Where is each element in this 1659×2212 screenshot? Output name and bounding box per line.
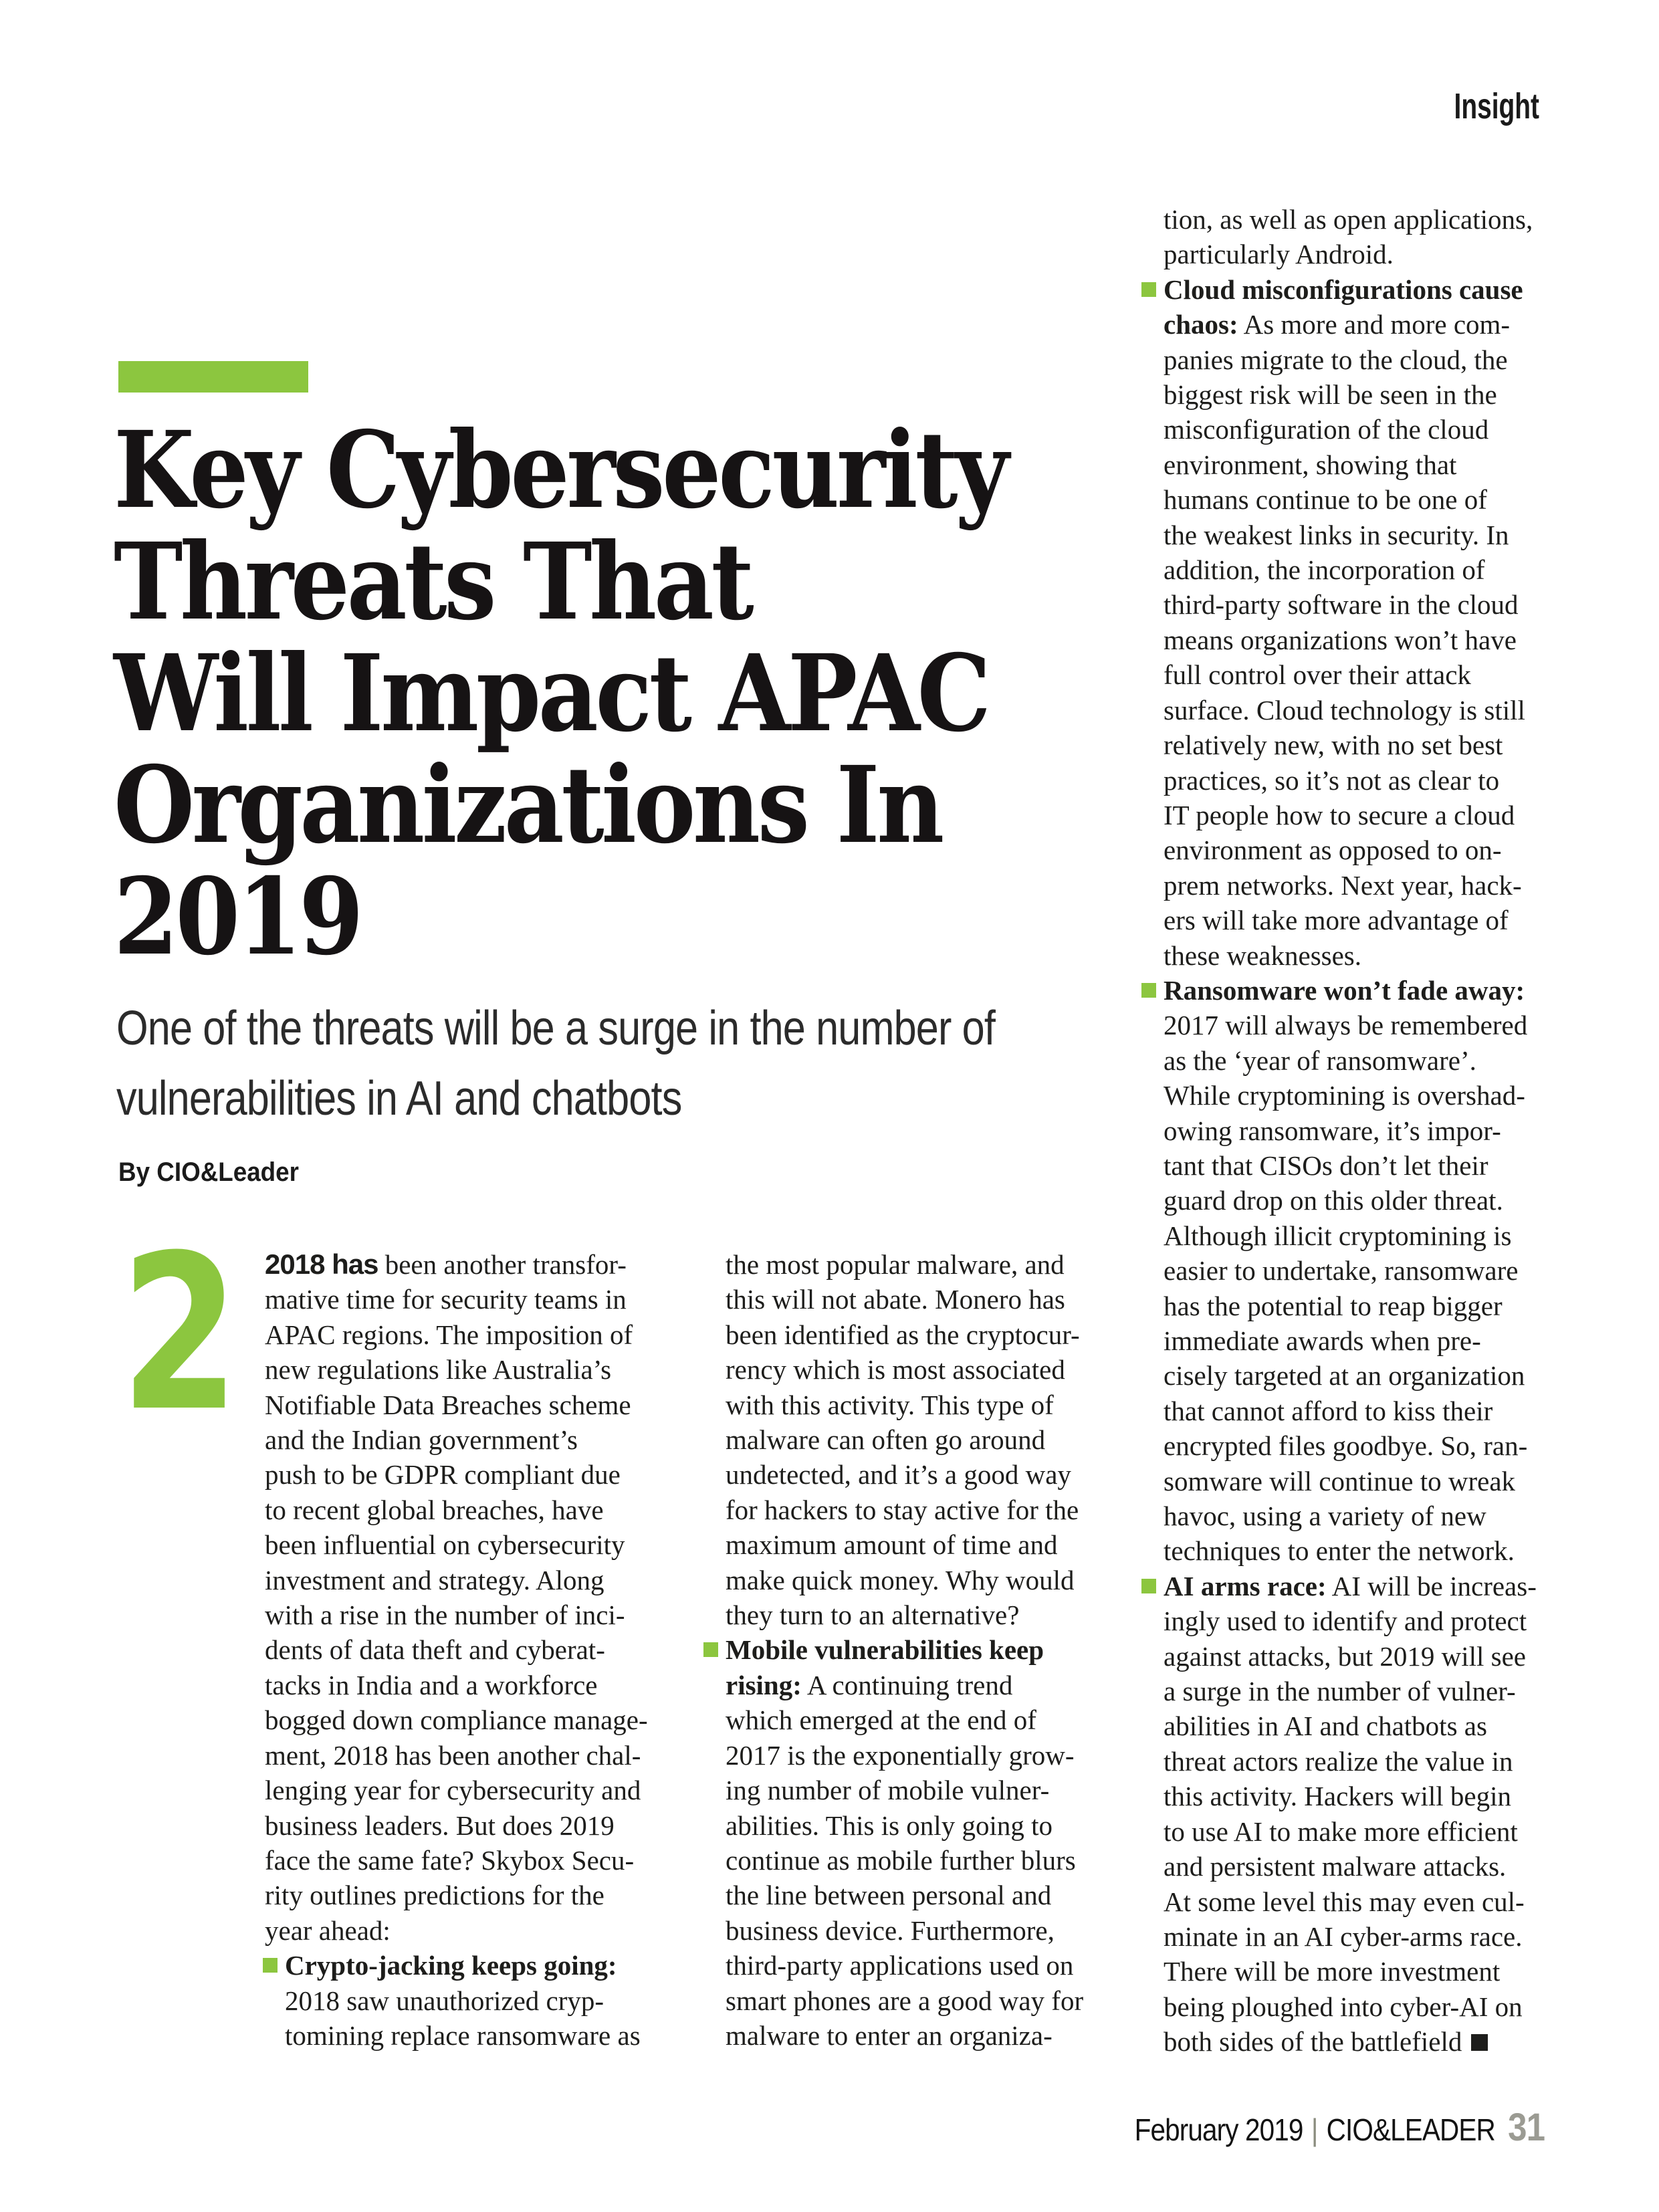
text-line: lenging year for cybersecurity and (265, 1775, 641, 1806)
text-line: 2017 will always be remembered (1164, 1010, 1528, 1041)
text-line: this will not abate. Monero has (726, 1284, 1065, 1315)
page-number: 31 (1507, 2106, 1545, 2149)
text-line: rency which is most associated (726, 1354, 1065, 1386)
text-line: humans continue to be one of (1164, 484, 1487, 516)
text-line: ing number of mobile vulner- (726, 1775, 1050, 1806)
text-line: a surge in the number of vulner- (1164, 1676, 1516, 1707)
body-column-2 (726, 1247, 1117, 2053)
text-line: mative time for security teams in (265, 1284, 627, 1315)
body-column-1 (265, 1247, 656, 2053)
text-line: At some level this may even cul- (1164, 1886, 1525, 1917)
text-line: that cannot afford to kiss their (1164, 1395, 1493, 1426)
bold-run-in-heading: Crypto-jacking keeps going: (285, 1950, 617, 1981)
text-line: and persistent malware attacks. (1164, 1851, 1507, 1882)
text-line: and the Indian government’s (265, 1424, 578, 1456)
bullet-line (1164, 272, 1555, 307)
text-line: cisely targeted at an organization (1164, 1360, 1525, 1392)
text-line: as the ‘year of ransomware’. (1164, 1044, 1476, 1076)
page-footer (1134, 2105, 1545, 2150)
bullet-line (285, 1948, 656, 1983)
text-line: One of the threats will be a surge in the number of (116, 1002, 996, 1055)
text-line: guard drop on this older threat. (1164, 1185, 1503, 1216)
text-line: face the same fate? Skybox Secu- (265, 1844, 635, 1876)
bullet-square-icon (1141, 1579, 1156, 1593)
title-accent-bar (118, 361, 308, 393)
drop-cap: 2 (120, 1210, 240, 1458)
text-line: 2019 (114, 855, 361, 979)
text-line: practices, so it’s not as clear to (1164, 764, 1500, 796)
text-line: addition, the incorporation of (1164, 554, 1485, 586)
footer-issue-date: February 2019 (1134, 2112, 1303, 2147)
text-line: the weakest links in security. In (1164, 519, 1509, 550)
text-line: malware can often go around (726, 1424, 1046, 1456)
text-line: particularly Android. (1164, 239, 1394, 270)
text-line: been identified as the cryptocur- (726, 1319, 1080, 1350)
text-line: surface. Cloud technology is still (1164, 694, 1525, 726)
text-line: immediate awards when pre- (1164, 1325, 1481, 1356)
text-line: has the potential to reap bigger (1164, 1290, 1503, 1321)
text-line: abilities in AI and chatbots as (1164, 1710, 1487, 1742)
text-line: business device. Furthermore, (726, 1914, 1055, 1946)
text-line: these weaknesses. (1164, 939, 1362, 971)
text-line: misconfiguration of the cloud (1164, 414, 1489, 445)
text-line: havoc, using a variety of new (1164, 1501, 1486, 1532)
text-line: 2017 is the exponentially grow- (726, 1739, 1075, 1771)
text-line: techniques to enter the network. (1164, 1535, 1515, 1567)
bullet-line (1164, 973, 1555, 1008)
text-line: vulnerabilities in AI and chatbots (116, 1072, 682, 1125)
text-line: Will Impact APAC (114, 632, 988, 756)
text-line: Notifiable Data Breaches scheme (265, 1389, 631, 1420)
text-line: dents of data theft and cyberat- (265, 1634, 605, 1666)
body-column-3 (1164, 202, 1555, 2060)
bullet-square-icon (1141, 282, 1156, 297)
text-line: malware to enter an organiza- (726, 2019, 1053, 2051)
text-line: with this activity. This type of (726, 1389, 1054, 1420)
text-line: tacks in India and a workforce (265, 1669, 598, 1700)
byline: By CIO&Leader (118, 1157, 299, 1187)
text-line: year ahead: (265, 1914, 391, 1946)
text-line: the most popular malware, and (726, 1249, 1065, 1280)
text-line: means organizations won’t have (1164, 624, 1517, 655)
text-line: somware will continue to wreak (1164, 1465, 1516, 1497)
text-line: full control over their attack (1164, 659, 1471, 691)
bold-run-in-heading: Cloud misconfigurations cause (1164, 273, 1523, 305)
text-line: Organizations In (114, 744, 942, 867)
text-line: undetected, and it’s a good way (726, 1459, 1071, 1490)
section-label: Insight (1454, 86, 1539, 126)
text-line: minate in an AI cyber-arms race. (1164, 1920, 1523, 1952)
text-line: with a rise in the number of inci- (265, 1599, 625, 1631)
bullet-square-icon (1141, 983, 1156, 998)
bullet-line (726, 1632, 1117, 1667)
text-line: chaos: As more and more com- (1164, 309, 1511, 340)
footer-brand: CIO&LEADER (1326, 2112, 1495, 2147)
bold-run-in-heading: AI arms race: (1164, 1570, 1327, 1601)
text-line: to use AI to make more efficient (1164, 1815, 1518, 1847)
text-line: biggest risk will be seen in the (1164, 379, 1497, 411)
text-line: business leaders. But does 2019 (265, 1809, 615, 1841)
bold-run-in-heading: Mobile vulnerabilities keep (726, 1634, 1044, 1666)
bold-run-in-heading: Ransomware won’t fade away: (1164, 974, 1525, 1006)
text-line: Key Cybersecurity (114, 409, 1006, 532)
text-line: 2018 saw unauthorized cryp- (285, 1985, 604, 2016)
bold-run-in-heading: rising: (726, 1669, 802, 1700)
text-line: easier to undertake, ransomware (1164, 1255, 1519, 1287)
bullet-square-icon (703, 1642, 718, 1657)
text-line: tion, as well as open applications, (1164, 204, 1533, 235)
text-line: smart phones are a good way for (726, 1985, 1084, 2016)
text-line: for hackers to stay active for the (726, 1494, 1079, 1525)
text-line: rising: A continuing trend (726, 1669, 1013, 1700)
text-line: to recent global breaches, have (265, 1494, 604, 1525)
footer-separator: | (1311, 2112, 1319, 2147)
text-line: While cryptomining is overshad- (1164, 1080, 1525, 1111)
text-line: which emerged at the end of (726, 1704, 1036, 1736)
text-line: against attacks, but 2019 will see (1164, 1640, 1526, 1672)
text-line: tant that CISOs don’t let their (1164, 1149, 1488, 1181)
text-line: IT people how to secure a cloud (1164, 799, 1515, 831)
bold-run-in-heading: chaos: (1164, 309, 1238, 340)
text-line: tomining replace ransomware as (285, 2019, 641, 2051)
article-subtitle (116, 994, 995, 1134)
article-title (114, 409, 1006, 979)
text-line: they turn to an alternative? (726, 1599, 1020, 1631)
text-line: Although illicit cryptomining is (1164, 1220, 1512, 1251)
bullet-line: AI arms race: AI will be increas- (1164, 1569, 1555, 1603)
text-line: investment and strategy. Along (265, 1564, 604, 1595)
bullet-square-icon (263, 1958, 278, 1973)
text-line: Threats That (114, 520, 752, 644)
text-line: environment, showing that (1164, 449, 1457, 480)
text-line: rity outlines predictions for the (265, 1880, 604, 1911)
text-line: encrypted files goodbye. So, ran- (1164, 1430, 1528, 1462)
text-line: this activity. Hackers will begin (1164, 1781, 1511, 1812)
text-line: prem networks. Next year, hack- (1164, 869, 1522, 901)
text-line: third-party software in the cloud (1164, 589, 1519, 621)
text-line: push to be GDPR compliant due (265, 1459, 621, 1490)
article-end-mark (1471, 2034, 1488, 2051)
text-line: 2018 has been another transfor- (265, 1248, 627, 1280)
text-line: third-party applications used on (726, 1950, 1074, 1981)
text-line: panies migrate to the cloud, the (1164, 344, 1508, 375)
text-line: make quick money. Why would (726, 1564, 1075, 1595)
text-line: new regulations like Australia’s (265, 1354, 612, 1386)
text-line: the line between personal and (726, 1880, 1052, 1911)
text-line: been influential on cybersecurity (265, 1529, 625, 1561)
text-line: relatively new, with no set best (1164, 730, 1503, 761)
text-line: ment, 2018 has been another chal- (265, 1739, 641, 1771)
text-line: continue as mobile further blurs (726, 1844, 1076, 1876)
text-line: bogged down compliance manage- (265, 1704, 648, 1736)
text-line: ingly used to identify and protect (1164, 1606, 1527, 1637)
text-line: ers will take more advantage of (1164, 905, 1509, 936)
paragraph-lead-in: 2018 has (265, 1248, 378, 1280)
text-line: owing ransomware, it’s impor- (1164, 1115, 1501, 1146)
text-line: There will be more investment (1164, 1956, 1501, 1987)
text-line: APAC regions. The imposition of (265, 1319, 633, 1350)
text-line: maximum amount of time and (726, 1529, 1058, 1561)
text-line: environment as opposed to on- (1164, 835, 1502, 866)
text-line: both sides of the battlefield (1164, 2024, 1555, 2059)
text-line: threat actors realize the value in (1164, 1745, 1513, 1777)
text-line: abilities. This is only going to (726, 1809, 1053, 1841)
text-line: being ploughed into cyber-AI on (1164, 1991, 1523, 2022)
